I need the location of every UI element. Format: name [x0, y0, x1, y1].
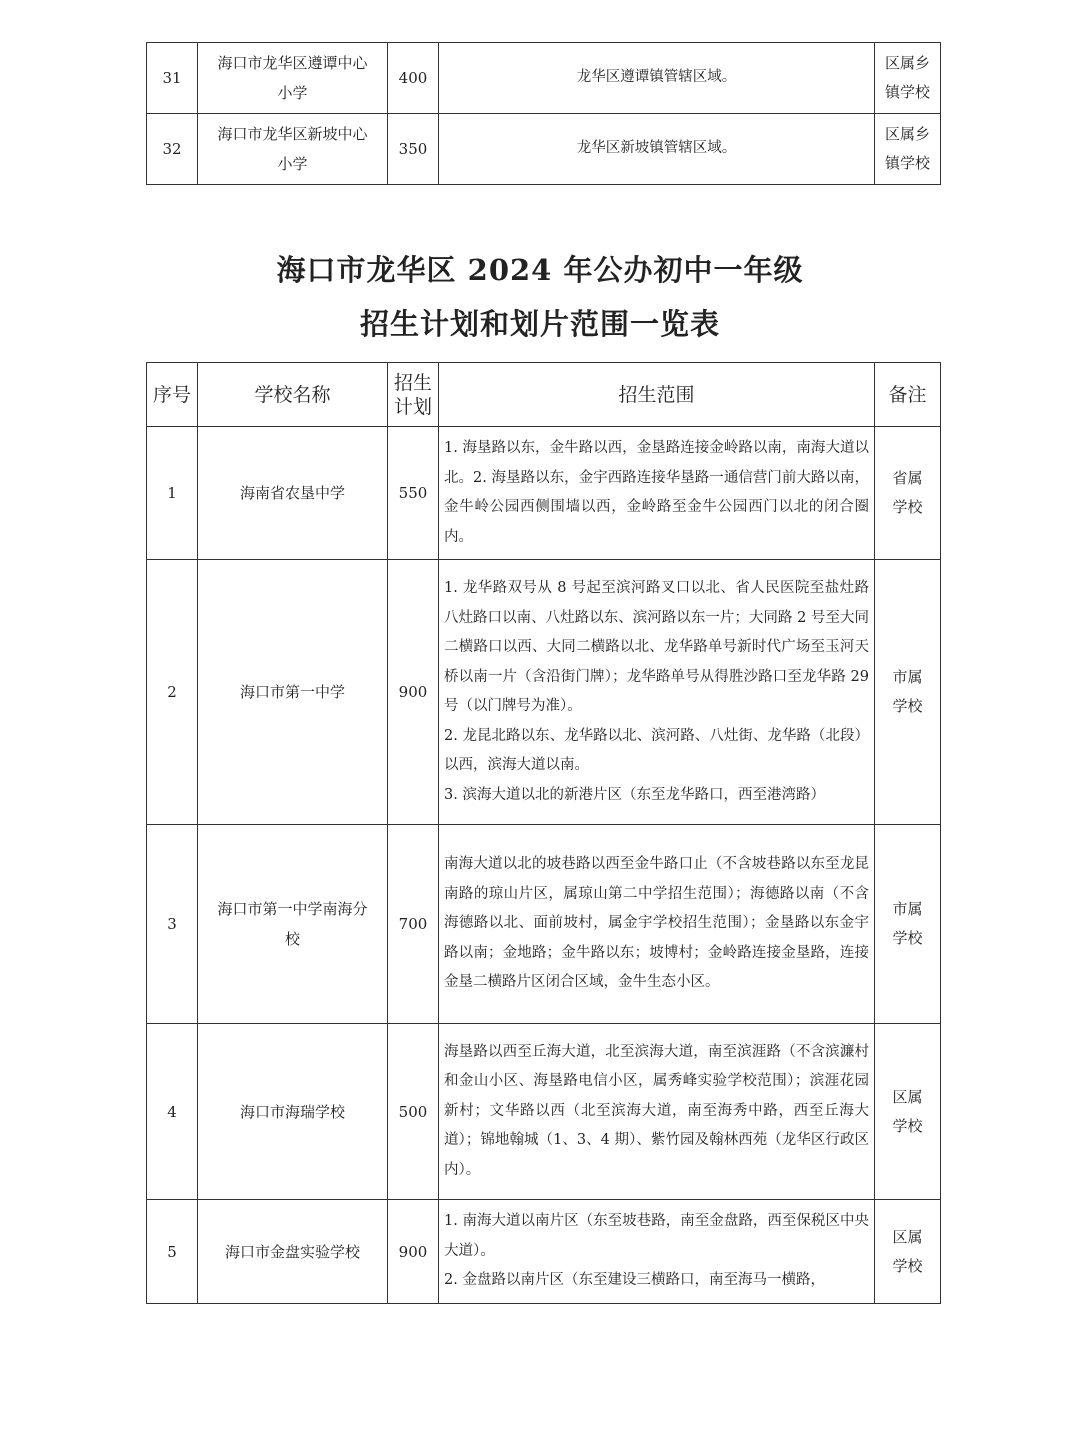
remark-line: 学校 — [892, 498, 923, 516]
row-index: 2 — [147, 560, 198, 825]
header-index: 序号 — [147, 363, 198, 427]
school-name-line: 海口市第一中学南海分 — [217, 900, 368, 918]
table-row — [147, 1200, 941, 1304]
enrollment-range: 龙华区遵谭镇管辖区域。 — [439, 43, 875, 114]
remark-line: 学校 — [892, 697, 923, 715]
table-row — [147, 1024, 941, 1200]
enrollment-plan: 900 — [388, 1200, 439, 1304]
remark-line: 镇学校 — [884, 154, 930, 172]
school-name — [198, 825, 388, 1024]
document-title-line-1: 海口市龙华区 2024 年公办初中一年级 — [276, 253, 804, 287]
school-name-line: 海口市龙华区新坡中心 — [217, 125, 368, 143]
enrollment-plan: 700 — [388, 825, 439, 1024]
header-plan-line: 计划 — [393, 395, 432, 418]
table-row — [147, 825, 941, 1024]
remark — [875, 114, 941, 185]
remark-line: 区属乡 — [884, 125, 930, 143]
row-index: 5 — [147, 1200, 198, 1304]
school-name-line: 校 — [284, 930, 300, 948]
row-index: 4 — [147, 1024, 198, 1200]
remark-line: 镇学校 — [884, 83, 930, 101]
enrollment-range — [439, 1024, 875, 1200]
enrollment-range: 龙华区新坡镇管辖区域。 — [439, 114, 875, 185]
header-note: 备注 — [875, 363, 941, 427]
range-paragraph: 南海大道以北的坡巷路以西至金牛路口止（不含坡巷路以东至龙昆南路的琼山片区，属琼山第二中学招生范围）；海德路以南（不含海德路以北、面前坡村，属金宇学校招生范围）；金垦路以东金宇路以南；金地路；金牛路以东；坡博村；金岭路连接金垦路，连接金垦二横路片区闭合区域，金牛生态小区。 — [444, 856, 869, 991]
range-paragraph: 2. 龙昆北路以东、龙华路以北、滨河路、八灶街、龙华路（北段）以西，滨海大道以南。 — [444, 727, 869, 773]
header-range: 招生范围 — [439, 363, 875, 427]
school-name: 海口市海瑞学校 — [198, 1024, 388, 1200]
remark-line: 省属 — [892, 469, 923, 487]
remark — [875, 825, 941, 1024]
remark-line: 学校 — [892, 1116, 923, 1135]
range-paragraph: 1. 龙华路双号从 8 号起至滨河路叉口以北、省人民医院至盐灶路八灶路口以南、八灶路以东、滨河路以东一片；大同路 2 号至大同二横路口以西、大同二横路以北、龙华路单号新时代广场至玉河天桥以南一片（含沿街门牌）；龙华路单号从得胜沙路口至龙华路 29 号（以门牌号为准）。 — [444, 580, 869, 714]
remark-line: 市属 — [892, 900, 923, 918]
range-paragraph: 1. 南海大道以南片区（东至坡巷路，南至金盘路，西至保税区中央大道）。 — [444, 1213, 869, 1259]
remark — [875, 43, 941, 114]
row-index: 31 — [147, 43, 198, 114]
school-name-line: 海口市龙华区遵谭中心 — [217, 54, 368, 72]
enrollment-table — [146, 362, 941, 1304]
enrollment-range — [439, 825, 875, 1024]
enrollment-plan: 350 — [388, 114, 439, 185]
school-name-line: 小学 — [277, 84, 308, 102]
range-paragraph: 3. 滨海大道以北的新港片区（东至龙华路口，西至港湾路） — [444, 786, 825, 803]
row-index: 1 — [147, 427, 198, 560]
table-row — [147, 114, 941, 185]
remark — [875, 427, 941, 560]
remark-line: 区属 — [892, 1227, 923, 1246]
remark-line: 学校 — [892, 929, 923, 947]
enrollment-range — [439, 560, 875, 825]
remark — [875, 1024, 941, 1200]
school-name: 海口市金盘实验学校 — [198, 1200, 388, 1304]
row-index: 32 — [147, 114, 198, 185]
table-row — [147, 43, 941, 114]
table-row — [147, 427, 941, 560]
enrollment-range — [439, 427, 875, 560]
school-name — [198, 114, 388, 185]
row-index: 3 — [147, 825, 198, 1024]
enrollment-range — [439, 1200, 875, 1304]
range-paragraph: 2. 金盘路以南片区（东至建设三横路口，南至海马一横路， — [444, 1272, 825, 1289]
remark-line: 学校 — [892, 1256, 923, 1275]
school-name-line: 小学 — [277, 155, 308, 173]
previous-page-table — [146, 42, 941, 185]
enrollment-plan: 900 — [388, 560, 439, 825]
range-paragraph: 海垦路以西至丘海大道，北至滨海大道，南至滨涯路（不含滨濂村和金山小区、海垦路电信小区，属秀峰实验学校范围）；滨涯花园新村；文华路以西（北至滨海大道，南至海秀中路，西至丘海大道）；锦地翰城（1、3、4 期）、紫竹园及翰林西苑（龙华区行政区内）。 — [444, 1043, 869, 1178]
enrollment-plan: 400 — [388, 43, 439, 114]
table-row — [147, 560, 941, 825]
document-title-line-2: 招生计划和划片范围一览表 — [359, 307, 720, 341]
remark-line: 市属 — [892, 668, 923, 686]
school-name — [198, 43, 388, 114]
remark — [875, 560, 941, 825]
header-school: 学校名称 — [198, 363, 388, 427]
remark — [875, 1200, 941, 1304]
enrollment-plan: 500 — [388, 1024, 439, 1200]
table-header-row — [147, 363, 941, 427]
header-plan — [388, 363, 439, 427]
enrollment-plan: 550 — [388, 427, 439, 560]
remark-line: 区属 — [892, 1087, 923, 1106]
school-name: 海南省农垦中学 — [198, 427, 388, 560]
remark-line: 区属乡 — [884, 54, 930, 72]
school-name: 海口市第一中学 — [198, 560, 388, 825]
header-plan-line: 招生 — [393, 371, 432, 394]
range-paragraph: 1. 海垦路以东，金牛路以西，金垦路连接金岭路以南，南海大道以北。2. 海垦路以东，金宇西路连接华垦路一通信营门前大路以南，金牛岭公园西侧围墙以西，金岭路至金牛公园西门以北的闭合圈内。 — [444, 440, 869, 545]
